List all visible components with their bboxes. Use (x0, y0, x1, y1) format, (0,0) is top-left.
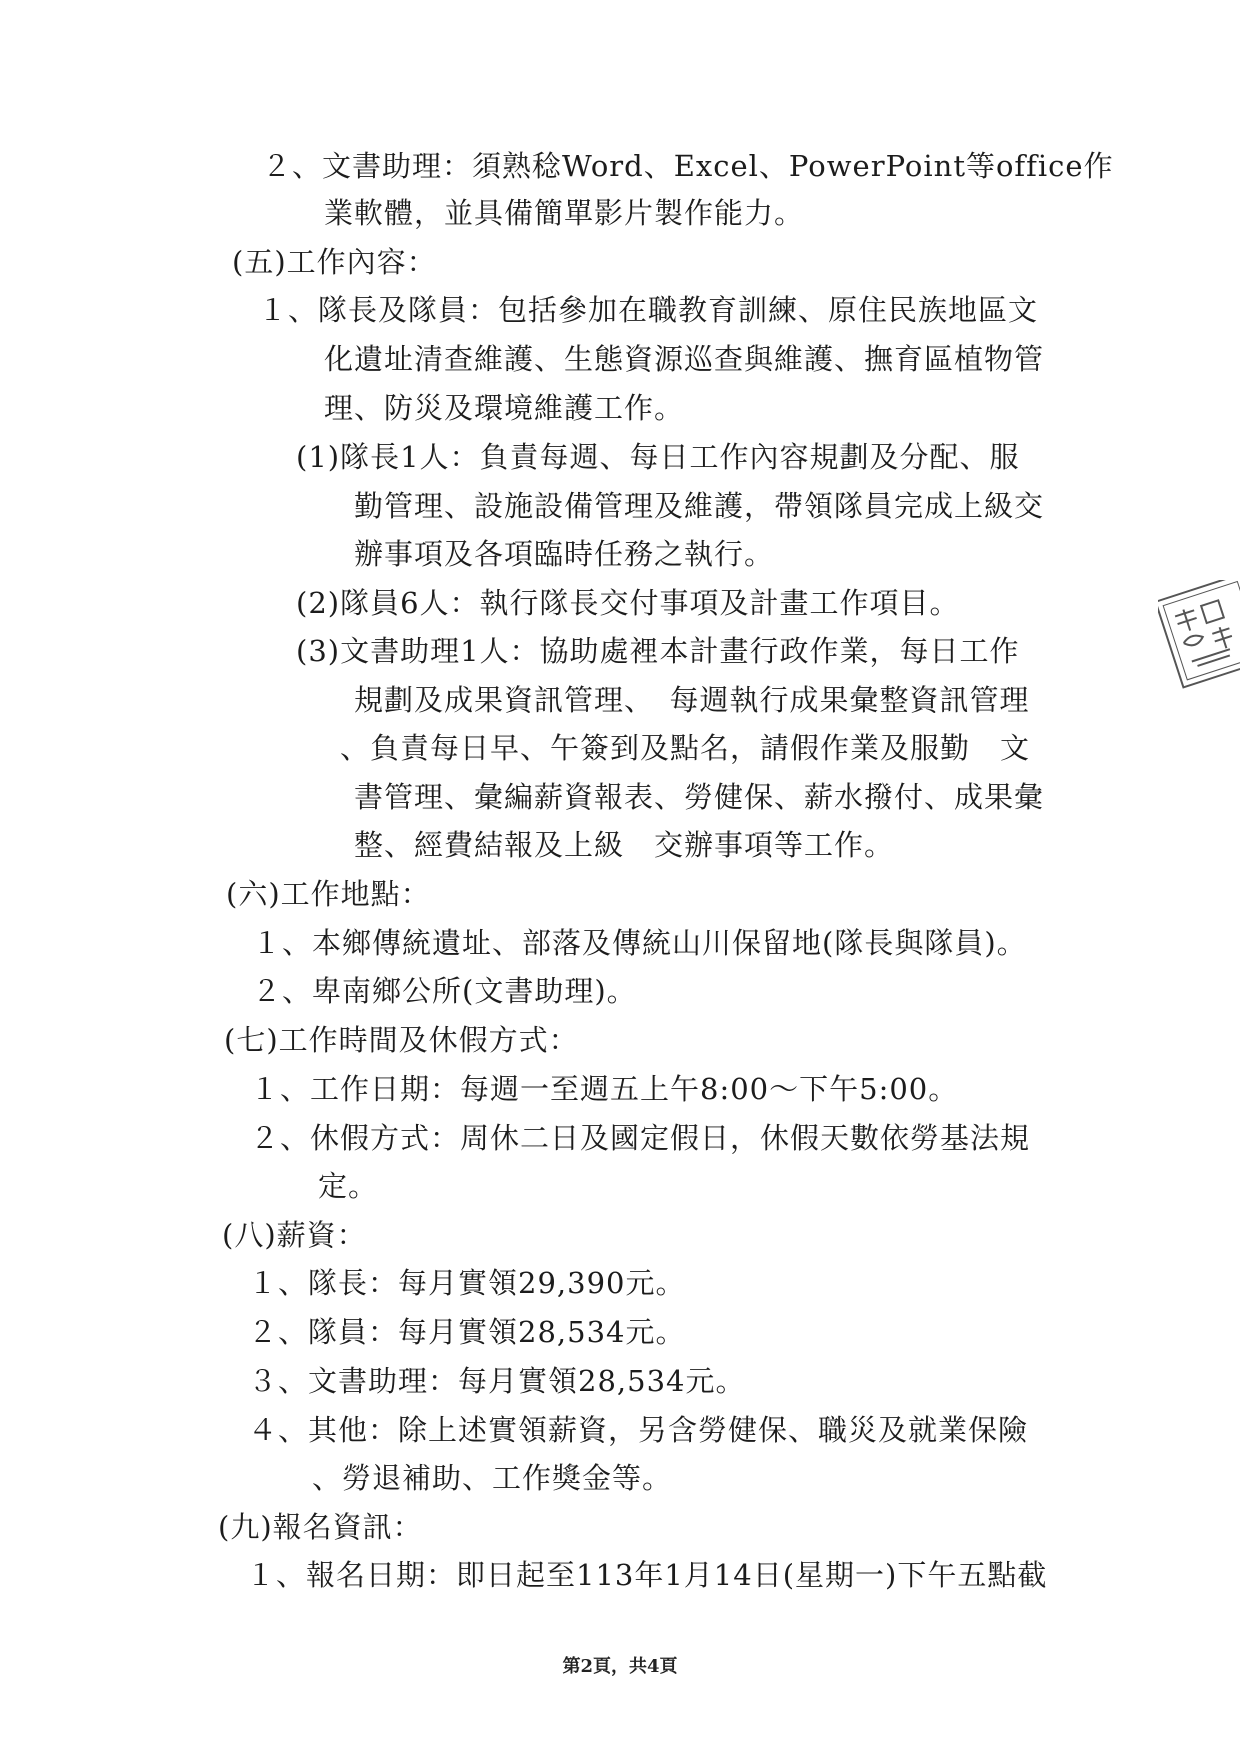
text-line: １、報名日期：即日起至113年1月14日(星期一)下午五點截 (246, 1558, 1048, 1592)
section-heading: (七)工作時間及休假方式： (224, 1023, 579, 1057)
section-heading: (八)薪資： (222, 1218, 367, 1252)
seal-stamp (1158, 580, 1240, 690)
text-line: (2)隊員6人：執行隊長交付事項及計畫工作項目。 (296, 586, 960, 620)
text-line: ２、文書助理：須熟稔Word、Excel、PowerPoint等office作 (262, 149, 1114, 183)
text-line: 定。 (318, 1169, 379, 1203)
text-line: ３、文書助理：每月實領28,534元。 (248, 1364, 746, 1398)
text-line: １、工作日期：每週一至週五上午8:00～下午5:00。 (250, 1072, 959, 1106)
text-line: ２、卑南鄉公所(文書助理)。 (252, 974, 637, 1008)
text-line: 整、經費結報及上級 交辦事項等工作。 (354, 828, 895, 862)
text-line: ４、其他：除上述實領薪資，另含勞健保、職災及就業保險 (248, 1413, 1029, 1447)
text-line: 化遺址清查維護、生態資源巡查與維護、撫育區植物管 (324, 342, 1045, 376)
text-line: 業軟體，並具備簡單影片製作能力。 (324, 196, 805, 230)
text-line: (3)文書助理1人：協助處裡本計畫行政作業，每日工作 (296, 634, 1020, 668)
section-heading: (五)工作內容： (232, 245, 437, 279)
text-line: (1)隊長1人：負責每週、每日工作內容規劃及分配、服 (296, 440, 1020, 474)
text-line: ２、休假方式：周休二日及國定假日，休假天數依勞基法規 (250, 1121, 1031, 1155)
text-line: 書管理、彙編薪資報表、勞健保、薪水撥付、成果彙 (354, 780, 1045, 814)
section-heading: (六)工作地點： (226, 877, 431, 911)
text-line: 、負責每日早、午簽到及點名，請假作業及服勤 文 (340, 731, 1031, 765)
text-line: １、隊長：每月實領29,390元。 (248, 1266, 686, 1300)
text-line: 理、防災及環境維護工作。 (324, 391, 685, 425)
text-line: ２、隊員：每月實領28,534元。 (248, 1315, 686, 1349)
section-heading: (九)報名資訊： (218, 1510, 423, 1544)
text-line: １、隊長及隊員：包括參加在職教育訓練、原住民族地區文 (258, 293, 1039, 327)
page-number-footer: 第2頁，共4頁 (562, 1656, 678, 1677)
text-line: 勤管理、設施設備管理及維護，帶領隊員完成上級交 (354, 489, 1045, 523)
text-line: 辦事項及各項臨時任務之執行。 (354, 537, 775, 571)
text-line: 規劃及成果資訊管理、 每週執行成果彙整資訊管理 (354, 683, 1030, 717)
text-line: 、勞退補助、工作獎金等。 (312, 1461, 673, 1495)
text-line: １、本鄉傳統遺址、部落及傳統山川保留地(隊長與隊員)。 (252, 926, 1027, 960)
